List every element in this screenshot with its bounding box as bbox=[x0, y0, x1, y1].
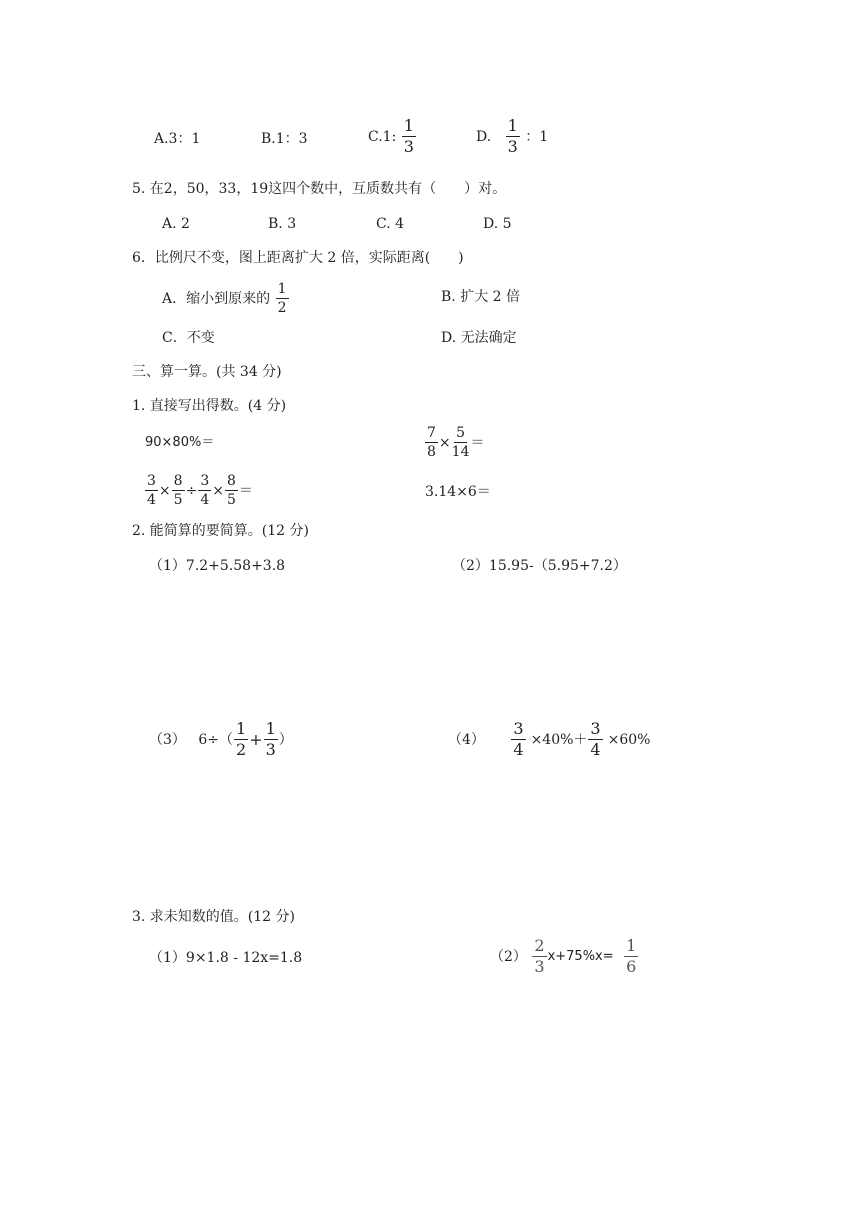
p1-expr-1: 90×80%＝ bbox=[145, 435, 215, 450]
p3-i2-label: （2） bbox=[490, 948, 527, 965]
p2-i4-num-1: 3 bbox=[513, 719, 524, 738]
q6-option-a bbox=[162, 282, 290, 315]
p2-i4-den-2: 4 bbox=[590, 740, 601, 759]
p3-i2-frac-1 bbox=[532, 938, 546, 975]
q6-option-d: D. 无法确定 bbox=[441, 330, 517, 346]
p1-e3-op-2: ÷ bbox=[185, 482, 198, 499]
p2-i4-mid: ×40%＋ bbox=[530, 731, 588, 748]
p2-item-2: （2）15.95-（5.95+7.2） bbox=[452, 558, 627, 574]
p2-i3-den-2: 3 bbox=[265, 740, 276, 759]
section-3-title: 三、算一算。(共 34 分) bbox=[132, 364, 282, 380]
p1-e3-den-1: 4 bbox=[147, 492, 156, 508]
p1-expr-4: 3.14×6＝ bbox=[425, 484, 491, 500]
p3-item-2 bbox=[490, 938, 639, 975]
p2-item-1: （1）7.2+5.58+3.8 bbox=[149, 558, 286, 574]
q4-c-numerator: 1 bbox=[403, 116, 414, 135]
p2-i4-frac-1 bbox=[511, 721, 525, 758]
p1-e3-num-4: 8 bbox=[226, 473, 236, 489]
q5-stem: 5. 在2，50，33，19这四个数中，互质数共有（ ）对。 bbox=[132, 181, 507, 197]
p2-i4-end: ×60% bbox=[607, 731, 651, 748]
q6-option-c: C．不变 bbox=[162, 330, 215, 346]
p1-e3-num-1: 3 bbox=[147, 473, 156, 489]
p2-i3-lead: 6÷（ bbox=[198, 731, 234, 748]
p2-i4-den-1: 4 bbox=[513, 740, 524, 759]
q4-c-fraction bbox=[402, 118, 416, 155]
p1-e3-frac-3 bbox=[198, 474, 211, 507]
q4-d-prefix: D. bbox=[476, 128, 492, 145]
p3-i2-den-1: 3 bbox=[534, 957, 545, 976]
q5-option-b: B. 3 bbox=[268, 216, 297, 232]
q4-option-b: B.1：3 bbox=[261, 131, 308, 147]
q6-a-prefix: A．缩小到原来的 bbox=[162, 290, 271, 307]
p2-i3-frac-2 bbox=[264, 721, 278, 758]
p1-e3-den-4: 5 bbox=[226, 492, 236, 508]
q6-a-numerator: 1 bbox=[277, 281, 287, 297]
p1-e2-frac-2 bbox=[452, 426, 470, 459]
p2-item-3 bbox=[149, 721, 293, 758]
p1-e2-equals: ＝ bbox=[470, 434, 485, 451]
part-3-title: 3. 求未知数的值。(12 分) bbox=[132, 909, 295, 925]
q6-option-b: B. 扩大 2 倍 bbox=[441, 289, 520, 305]
p1-e3-num-2: 8 bbox=[173, 473, 183, 489]
q4-d-numerator: 1 bbox=[507, 116, 518, 135]
p1-e3-frac-1 bbox=[145, 474, 158, 507]
p1-expr-3 bbox=[144, 474, 253, 507]
q6-a-denominator: 2 bbox=[277, 300, 287, 316]
p2-i3-num-1: 1 bbox=[236, 719, 247, 738]
part-1-title: 1. 直接写出得数。(4 分) bbox=[132, 398, 287, 414]
p1-e2-op: × bbox=[438, 434, 451, 451]
p3-i2-num-2: 1 bbox=[626, 936, 637, 955]
p2-i3-num-2: 1 bbox=[265, 719, 276, 738]
q5-option-d: D. 5 bbox=[483, 216, 512, 232]
q4-d-suffix: ：1 bbox=[525, 128, 549, 145]
p3-i2-frac-2 bbox=[624, 938, 638, 975]
part-2-title: 2. 能简算的要简算。(12 分) bbox=[132, 523, 309, 539]
q4-option-c bbox=[368, 118, 417, 155]
q5-option-c: C. 4 bbox=[376, 216, 405, 232]
p1-e3-op-3: × bbox=[212, 482, 224, 499]
p1-e2-num-2: 5 bbox=[456, 425, 466, 441]
q4-d-denominator: 3 bbox=[507, 137, 518, 156]
p1-e3-op-1: × bbox=[158, 482, 171, 499]
p1-e2-num-1: 7 bbox=[427, 425, 436, 441]
q4-d-fraction bbox=[506, 118, 520, 155]
q5-option-a: A. 2 bbox=[162, 216, 190, 232]
q6-a-fraction bbox=[276, 282, 289, 315]
p1-e3-equals: ＝ bbox=[238, 482, 253, 499]
q6-stem: 6．比例尺不变，图上距离扩大 2 倍，实际距离( ) bbox=[132, 250, 464, 266]
p2-i3-frac-1 bbox=[234, 721, 248, 758]
p3-item-1: （1）9×1.8 - 12x=1.8 bbox=[149, 950, 303, 966]
p1-e3-frac-2 bbox=[172, 474, 185, 507]
p1-e2-den-1: 8 bbox=[427, 444, 436, 460]
p3-i2-den-2: 6 bbox=[626, 957, 637, 976]
q4-c-denominator: 3 bbox=[403, 137, 414, 156]
p1-expr-2 bbox=[424, 426, 484, 459]
p1-e2-frac-1 bbox=[425, 426, 438, 459]
p2-i3-close: ） bbox=[278, 731, 293, 748]
p2-i4-frac-2 bbox=[588, 721, 602, 758]
q4-option-d bbox=[476, 118, 548, 155]
p1-e3-den-2: 5 bbox=[173, 492, 183, 508]
p2-i4-num-2: 3 bbox=[590, 719, 601, 738]
q4-c-prefix: C.1: bbox=[368, 128, 397, 145]
p2-i3-den-1: 2 bbox=[236, 740, 247, 759]
p2-item-4 bbox=[448, 721, 650, 758]
p2-i3-label: （3） bbox=[149, 731, 186, 748]
p1-e3-frac-4 bbox=[225, 474, 238, 507]
p1-e3-num-3: 3 bbox=[200, 473, 210, 489]
p1-e2-den-2: 14 bbox=[451, 444, 470, 460]
p3-i2-num-1: 2 bbox=[534, 936, 545, 955]
p1-e3-den-3: 4 bbox=[200, 492, 210, 508]
p2-i4-label: （4） bbox=[448, 731, 485, 748]
q4-option-a: A.3：1 bbox=[154, 131, 201, 147]
p3-i2-mid: x+75%x= bbox=[547, 948, 614, 964]
p2-i3-op: + bbox=[249, 729, 263, 749]
